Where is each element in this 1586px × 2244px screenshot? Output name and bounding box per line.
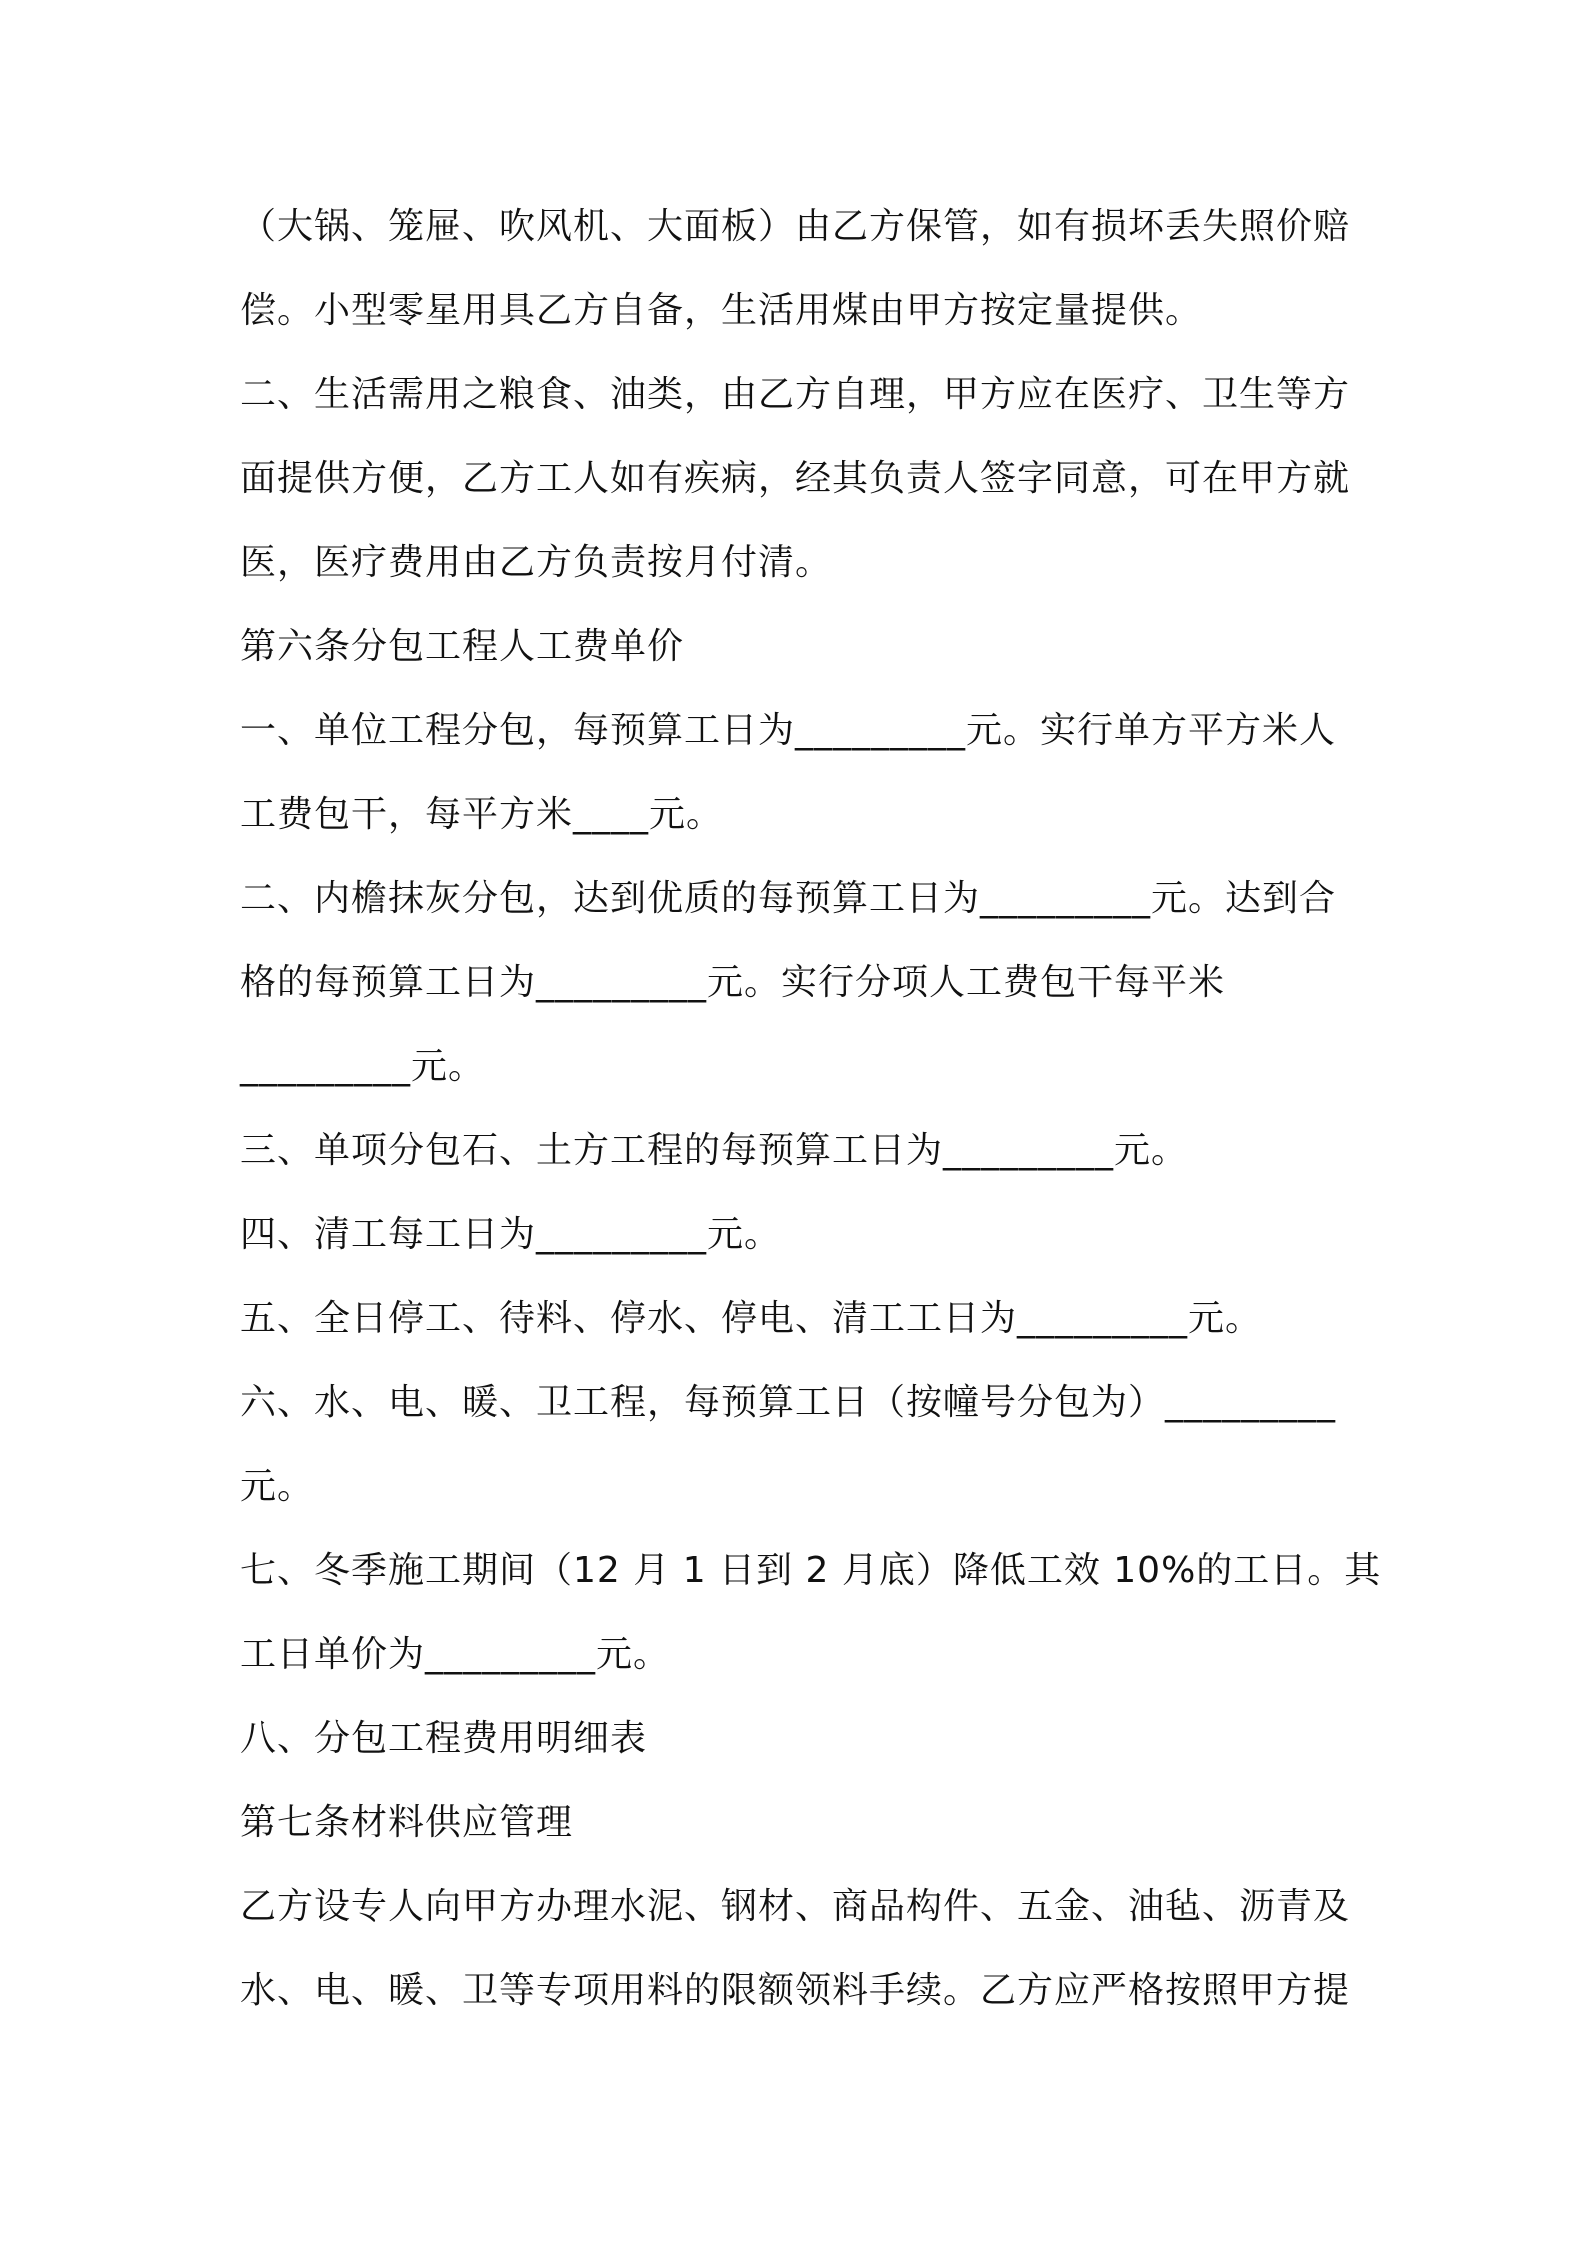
text-line: 水、电、暖、卫等专项用料的限额领料手续。乙方应严格按照甲方提: [240, 1970, 1351, 2011]
text-line: 一、单位工程分包，每预算工日为_________元。实行单方平方米人: [240, 710, 1337, 751]
text-line: 偿。小型零星用具乙方自备，生活用煤由甲方按定量提供。: [240, 290, 1203, 331]
section-heading: 第七条材料供应管理: [240, 1802, 574, 1843]
text-line: 五、全日停工、待料、停水、停电、清工工日为_________元。: [240, 1298, 1263, 1339]
text-line: 工费包干，每平方米____元。: [240, 794, 724, 835]
section-heading: 第六条分包工程人工费单价: [240, 626, 685, 667]
text-line: 乙方设专人向甲方办理水泥、钢材、商品构件、五金、油毡、沥青及: [240, 1886, 1351, 1927]
text-line: 面提供方便，乙方工人如有疾病，经其负责人签字同意，可在甲方就: [240, 458, 1351, 499]
text-line: 二、生活需用之粮食、油类，由乙方自理，甲方应在医疗、卫生等方: [240, 374, 1351, 415]
text-line: 元。: [240, 1466, 315, 1507]
text-line: 医，医疗费用由乙方负责按月付清。: [240, 542, 833, 583]
text-line: 格的每预算工日为_________元。实行分项人工费包干每平米: [240, 962, 1226, 1003]
text-line: 八、分包工程费用明细表: [240, 1718, 648, 1759]
text-line: _________元。: [240, 1046, 486, 1087]
text-line: 二、内檐抹灰分包，达到优质的每预算工日为_________元。达到合: [240, 878, 1337, 919]
text-line: 六、水、电、暖、卫工程，每预算工日（按幢号分包为）_________: [240, 1382, 1337, 1423]
text-line: 七、冬季施工期间（12 月 1 日到 2 月底）降低工效 10%的工日。其: [240, 1550, 1382, 1591]
text-line: 工日单价为_________元。: [240, 1634, 671, 1675]
text-line: 四、清工每工日为_________元。: [240, 1214, 782, 1255]
text-line: （大锅、笼屉、吹风机、大面板）由乙方保管，如有损坏丢失照价赔: [240, 206, 1351, 247]
text-line: 三、单项分包石、土方工程的每预算工日为_________元。: [240, 1130, 1189, 1171]
